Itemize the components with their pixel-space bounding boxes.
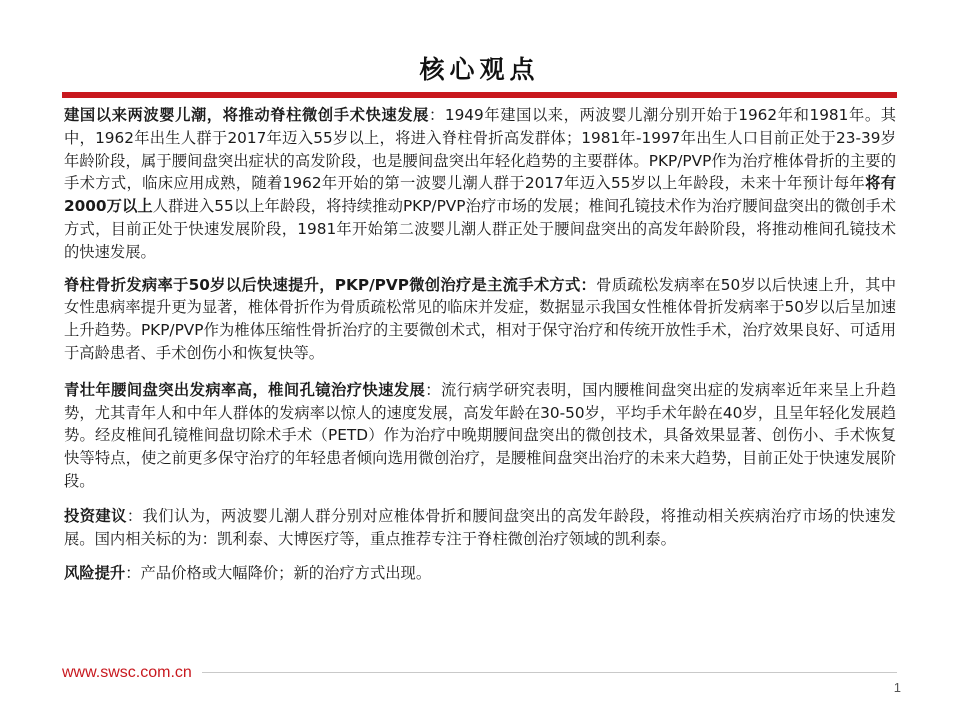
page-number: 1 — [893, 680, 901, 695]
paragraph-heading: 投资建议 — [64, 506, 127, 525]
paragraph-disc-herniation — [64, 379, 896, 493]
paragraph-text: ：产品价格或大幅降价；新的治疗方式出现。 — [125, 564, 432, 583]
paragraph-text: ：我们认为，两波婴儿潮人群分别对应椎体骨折和腰间盘突出的高发年龄段，将推动相关疾病治疗市场的快速发展。国内相关标的为：凯利泰、大博医疗等，重点推荐专注于脊柱微创治疗领域的凯利泰。 — [64, 506, 896, 548]
paragraph-text: 骨质疏松发病率在50岁以后快速上升，其中女性患病率提升更为显著，椎体骨折作为骨质疏松常见的临床并发症，数据显示我国女性椎体骨折发病率于50岁以后呈加速上升趋势。PKP/PVP作为椎体压缩性骨折治疗的主要微创术式，相对于保守治疗和传统开放性手术，治疗效果良好、可适用于高龄患者、手术创伤小和恢复快等。 — [64, 275, 896, 362]
paragraph-risk — [64, 562, 896, 585]
content-body — [64, 104, 896, 595]
paragraph-investment-advice — [64, 505, 896, 551]
paragraph-heading: 风险提升 — [64, 564, 126, 583]
paragraph-spinal-fracture — [64, 274, 896, 365]
footer-url-link[interactable]: www.swsc.com.cn — [62, 664, 202, 682]
title-divider — [62, 92, 897, 98]
paragraph-heading: 建国以来两波婴儿潮，将推动脊柱微创手术快速发展 — [64, 106, 429, 124]
page-title: 核心观点 — [419, 55, 540, 84]
paragraph-heading: 青壮年腰间盘突出发病率高，椎间孔镜治疗快速发展 — [64, 380, 426, 399]
paragraph-heading: 脊柱骨折发病率于50岁以后快速提升，PKP/PVP微创治疗是主流手术方式： — [64, 275, 597, 294]
paragraph-text: ：1949年建国以来，两波婴儿潮分别开始于1962年和1981年。其中，1962年出生人群于2017年迈入55岁以上，将进入脊柱骨折高发群体；1981年-1997年出生人口目前正处于23-39岁年龄阶段，属于腰间盘突出症状的高发阶段，也是腰间盘突出年轻化趋势的主要群体。PKP/PVP作为治疗椎体骨折的主要的手术方式，临床应用成熟，随着1962年开始的第一波婴儿潮人群于2017年迈入55岁以上年龄段，未来十年预计每年 — [64, 106, 896, 193]
paragraph-emphasis: 将有2000万以上 — [64, 174, 896, 216]
paragraph-text: ：流行病学研究表明，国内腰椎间盘突出症的发病率近年来呈上升趋势，尤其青年人和中年人群体的发病率以惊人的速度发展，高发年龄在30-50岁，平均手术年龄在40岁，且呈年轻化发展趋势。经皮椎间孔镜椎间盘切除术手术（PETD）作为治疗中晚期腰间盘突出的微创技术，具备效果显著、创伤小、手术恢复快等特点，使之前更多保守治疗的年轻患者倾向选用微创治疗，是腰椎间盘突出治疗的未来大趋势，目前正处于快速发展阶段。 — [64, 380, 896, 490]
paragraph-text: 人群进入55以上年龄段，将持续推动PKP/PVP治疗市场的发展；椎间孔镜技术作为治疗腰间盘突出的微创手术方式，目前正处于快速发展阶段，1981年开始第二波婴儿潮人群正处于腰间盘突出的高发年龄阶段，将推动椎间孔镜技术的快速发展。 — [64, 197, 896, 261]
paragraph-baby-boom — [64, 104, 896, 264]
